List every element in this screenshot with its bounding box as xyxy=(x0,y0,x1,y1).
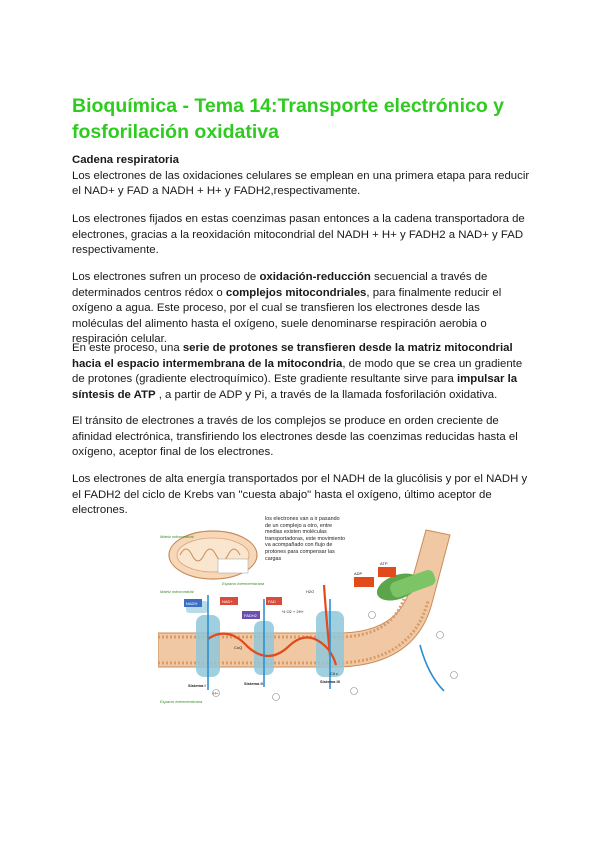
label-nad: NAD+ xyxy=(222,599,233,604)
p3-text-c: secuencial a través de determinados centros rédox o xyxy=(72,271,488,299)
p4-text-d: , a partir de ADP y Pi, a través de la llamada fosforilación oxidativa. xyxy=(155,388,498,401)
page-title: Bioquímica - Tema 14:Transporte electrónico y fosforilación oxidativa xyxy=(72,95,505,143)
label-espacio-top: Espacio intermembrana xyxy=(222,581,265,586)
paragraph-4 xyxy=(72,341,532,403)
label-sistema-1: Sistema I xyxy=(188,683,206,688)
paragraph-2: Los electrones fijados en estas coenzimas pasan entonces a la cadena transportadora de electrones, gracias a la reoxidación mitocondrial del NADH + H+ y FADH2 a NAD+ y FAD respectivamente. xyxy=(72,213,525,256)
label-espacio: Espacio intermembrana xyxy=(160,699,203,704)
section-heading: Cadena respiratoria xyxy=(72,154,179,166)
label-cit-c: Cit c xyxy=(330,671,338,676)
p4-text-c: , de modo que se crea un gradiente de protones (gradiente electroquímico). Este gradiente resultante sirve para xyxy=(72,357,523,385)
label-coq: CoQ xyxy=(234,645,243,650)
p4-bold-protones: serie de protones se transfieren desde la matriz mitocondrial hacia el espacio intermembrana de la mitocondria xyxy=(72,342,513,370)
section-cadena-respiratoria xyxy=(72,153,532,200)
p4-text-a: En este proceso, una xyxy=(72,342,183,354)
paragraph-1: Los electrones de las oxidaciones celulares se emplean en una primera etapa para reducir el NAD+ y FAD a NADH + H+ y FADH2,respectivamente. xyxy=(72,169,530,197)
label-matriz: Matriz mitocondrial xyxy=(160,589,194,594)
label-adp: ADP xyxy=(354,571,363,576)
label-o2: ½ O2 + 2H+ xyxy=(282,609,304,614)
label-h-plus: H+ xyxy=(213,690,219,696)
label-atp: ATP xyxy=(380,561,388,566)
paragraph-3 xyxy=(72,270,532,348)
label-fadh2: FADH2 xyxy=(244,613,257,618)
p3-bold-oxidacion: oxidación-reducción xyxy=(259,271,371,283)
label-sistema-2: Sistema II xyxy=(244,681,263,686)
label-nadh: NADH xyxy=(186,601,198,606)
p3-text-a: Los electrones sufren un proceso de xyxy=(72,271,260,283)
p4-bold-atp: impulsar la síntesis de ATP xyxy=(72,373,518,401)
label-sistema-3: Sistema III xyxy=(320,679,340,684)
paragraph-6: Los electrones de alta energía transportados por el NADH de la glucólisis y por el NADH y el FADH2 del ciclo de Krebs van "cuesta abajo" hasta el oxígeno, último aceptor de electrones. xyxy=(72,473,528,516)
figure-note: los electrones van a ir pasando de un complejo a otro, entre medias existen moléculas transportadoras, este movimiento va acompañado con flujo de protones para compensar las cargas xyxy=(265,516,345,562)
label-fad: FAD xyxy=(268,599,276,604)
p3-text-d: , para finalmente reducir el oxígeno a agua. Este proceso, por el cual se transfieren los electrones desde las moléculas del alimento hasta el oxígeno, suele denominarse respiración aerobia o respiración celular. xyxy=(72,286,502,345)
paragraph-5: El tránsito de electrones a través de los complejos se produce en orden creciente de afinidad electrónica, transfiriendo los electrones desde las coenzimas reducidas hasta el oxígeno, aceptor final de los electrones. xyxy=(72,415,518,458)
label-matriz-top: Matriz mitocondrial xyxy=(160,534,194,539)
p3-bold-complejos: complejos mitocondriales xyxy=(225,286,367,299)
label-h2o: H2O xyxy=(306,589,315,594)
